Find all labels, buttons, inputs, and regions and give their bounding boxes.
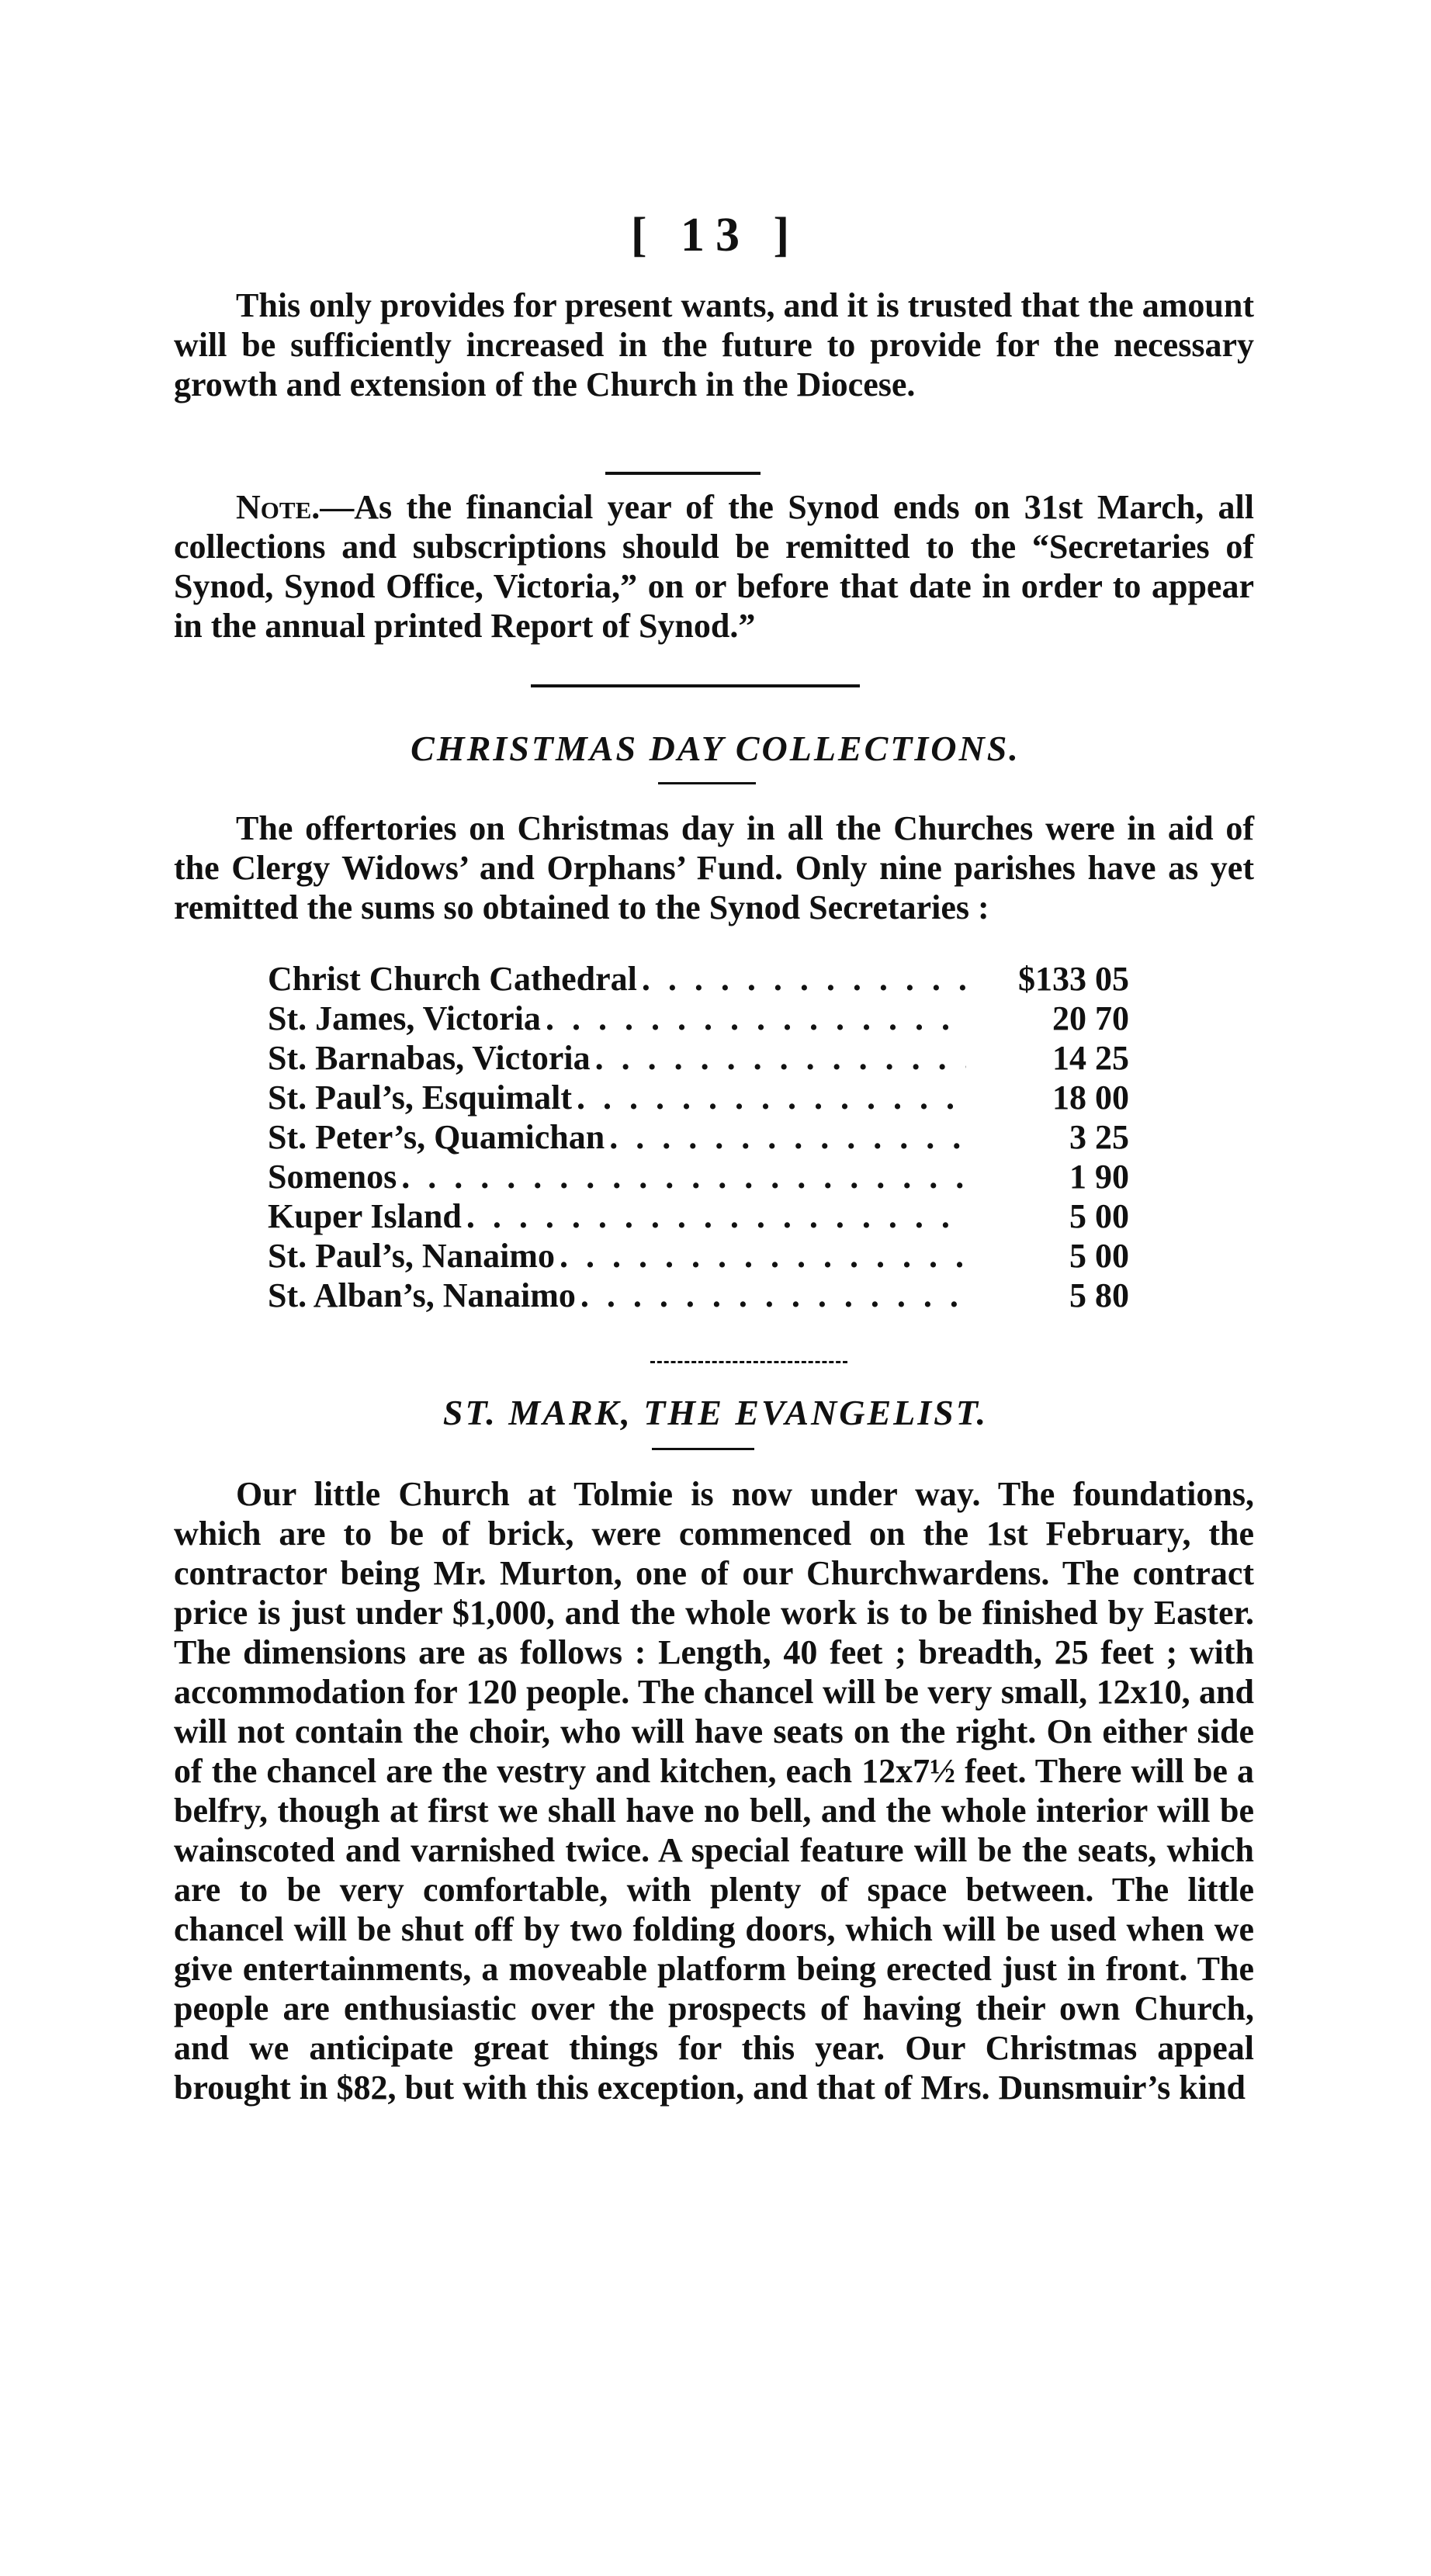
- collections-table: [268, 959, 1129, 1315]
- leader-dots: [605, 1117, 966, 1157]
- leader-dots: [541, 999, 966, 1038]
- separator-rule: [531, 684, 860, 687]
- leader-dots: [572, 1078, 966, 1117]
- heading-underline: [658, 782, 756, 784]
- collection-row: [268, 1157, 1129, 1196]
- collection-row: [268, 1078, 1129, 1117]
- collection-amount: 14 25: [1052, 1039, 1129, 1077]
- christmas-paragraph: The offertories on Christmas day in all the Churches were in aid of the Clergy Widows’ and Orphans’ Fund. Only nine parishes have as yet remitted the sums so obtained to the Synod Secretaries :: [174, 809, 1254, 926]
- note-section: [174, 487, 1254, 646]
- leader-dots: [637, 959, 966, 999]
- parish-name: St. James, Victoria: [268, 999, 541, 1037]
- collection-amount: 1 90: [1069, 1158, 1129, 1196]
- leader-dots: [462, 1196, 966, 1236]
- collection-row: [268, 1276, 1129, 1315]
- note-text: —As the financial year of the Synod ends on 31st March, all collections and subscriptions should be remitted to the “Secretaries of Synod, Synod Office, Victoria,” on or before that date in order to appear in the annual printed Report of Synod.”: [174, 488, 1254, 645]
- leader-dots: [397, 1157, 966, 1196]
- parish-name: St. Paul’s, Esquimalt: [268, 1079, 573, 1117]
- parish-name: St. Barnabas, Victoria: [268, 1039, 591, 1077]
- leader-dots: [576, 1276, 966, 1315]
- collection-amount: 20 70: [1052, 999, 1129, 1037]
- collection-amount: 5 00: [1069, 1197, 1129, 1235]
- collection-amount: 3 25: [1069, 1118, 1129, 1156]
- heading-underline: [652, 1448, 754, 1450]
- leader-dots: [555, 1236, 966, 1276]
- st-mark-section: [174, 1474, 1254, 2107]
- intro-paragraph: This only provides for present wants, and it is trusted that the amount will be sufficiently increased in the future to provide for the necessary growth and extension of the Church in the Diocese.: [174, 286, 1254, 403]
- leader-dots: [591, 1038, 966, 1078]
- parish-name: St. Alban’s, Nanaimo: [268, 1276, 576, 1314]
- collection-row: [268, 1196, 1129, 1236]
- parish-name: St. Peter’s, Quamichan: [268, 1118, 605, 1156]
- collection-row: [268, 959, 1129, 999]
- collection-row: [268, 999, 1129, 1038]
- collection-amount: 5 00: [1069, 1237, 1129, 1275]
- st-mark-heading: ST. MARK, THE EVANGELIST.: [442, 1393, 989, 1432]
- separator-rule: [605, 472, 761, 475]
- parish-name: Somenos: [268, 1158, 397, 1196]
- st-mark-paragraph: Our little Church at Tolmie is now under way. The foundations, which are to be of brick, were commenced on the 1st February, the contractor being Mr. Murton, one of our Churchwardens. The contract price is just under $1,000, and the whole work is to be finished by Easter. The dimensions are as follows : Length, 40 feet ; breadth, 25 feet ; with accommodation for 120 people. The chancel will be very small, 12x10, and will not contain the choir, who will have seats on the right. On either side of the chancel are the vestry and kitchen, each 12x7½ feet. There will be a belfry, though at first we shall have no bell, and the whole interior will be wainscoted and varnished twice. A special feature will be the seats, which are to be very comfortable, with plenty of space between. The little chancel will be shut off by two folding doors, which will be used when we give entertainments, a moveable platform being erected just in front. The people are enthusiastic over the prospects of having their own Church, and we anticipate great things for this year. Our Christmas appeal brought in $82, but with this exception, and that of Mrs. Dunsmuir’s kind: [174, 1475, 1254, 2107]
- note-paragraph: [174, 487, 1254, 646]
- intro-section: [174, 286, 1254, 404]
- parish-name: Christ Church Cathedral: [268, 960, 637, 998]
- collection-row: [268, 1236, 1129, 1276]
- christmas-section: [174, 808, 1254, 927]
- section-divider: [650, 1361, 847, 1363]
- christmas-heading: CHRISTMAS DAY COLLECTIONS.: [411, 729, 1020, 768]
- collection-amount: $133 05: [1018, 960, 1129, 998]
- parish-name: Kuper Island: [268, 1197, 462, 1235]
- collection-row: [268, 1038, 1129, 1078]
- collection-amount: 5 80: [1069, 1276, 1129, 1314]
- parish-name: St. Paul’s, Nanaimo: [268, 1237, 555, 1275]
- note-label: Note.: [236, 488, 321, 526]
- collection-amount: 18 00: [1052, 1079, 1129, 1117]
- page-number: [ 13 ]: [630, 209, 801, 261]
- collection-row: [268, 1117, 1129, 1157]
